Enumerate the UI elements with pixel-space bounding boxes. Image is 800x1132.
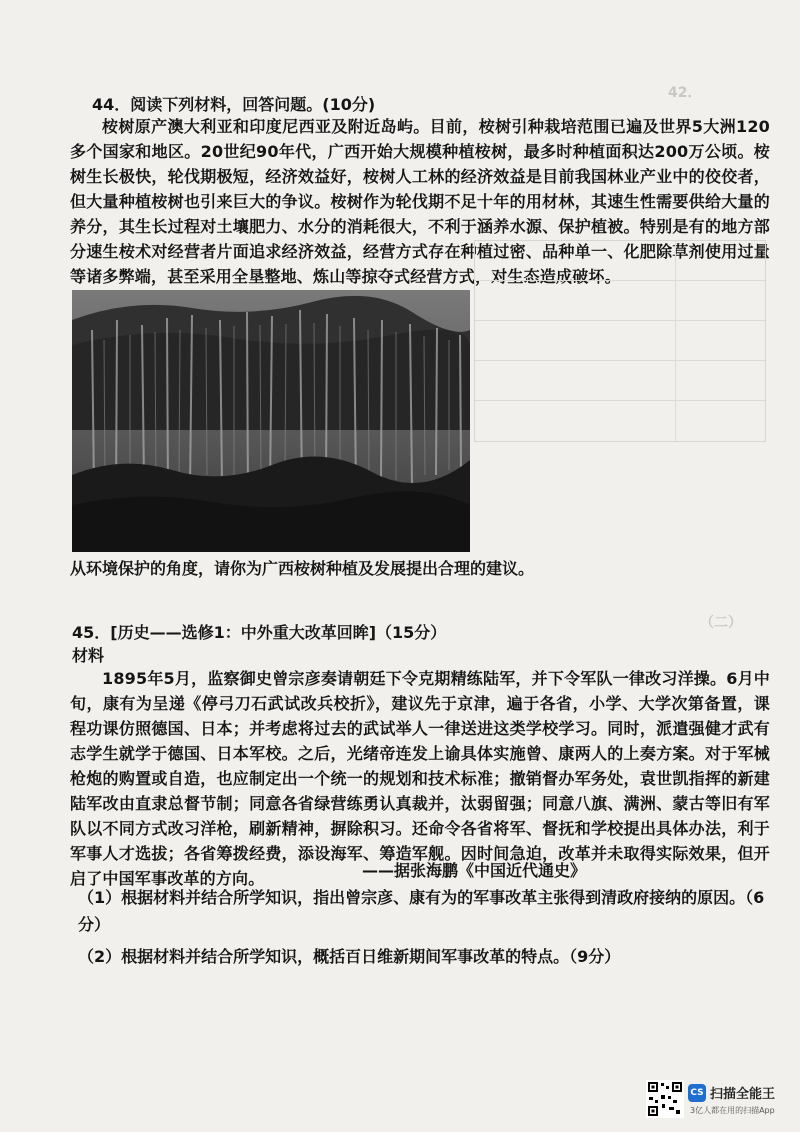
eucalyptus-forest-photo <box>72 290 470 552</box>
bleed-through-text: 42． <box>668 85 702 101</box>
q45-material: 1895年5月，监察御史曾宗彦奏请朝廷下令克期精练陆军，并下令军队一律改习洋操。6月中旬，康有为呈递《停弓刀石武试改兵校折》，建议先于京津，遍于各省，小学、大学次第备置，课程功课仿照德国、日本；并考虑将过去的武试举人一律送进这类学校学习。同时，派遣强健才武有志学生就学于德国、日本军校。之后，光绪帝连发上谕具体实施曾、康两人的上奏方案。对于军械枪炮的购置或自造，也应制定出一个统一的规划和技术标准；撤销督办军务处，袁世凯指挥的新建陆军改由直隶总督节制；同意各省绿营练勇认真裁并，汰弱留强；同意八旗、满洲、蒙古等旧有军队以不同方式改习洋枪，刷新精神，摒除积习。还命令各省将军、督抚和学校提出具体办法，利于军事人才选拔；各省筹拨经费，添设海军、筹造军舰。因时间急迫，改革并未取得实际效果，但开启了中国军事改革的方向。 <box>70 669 770 888</box>
q45-subquestion-1: （1）根据材料并结合所学知识，指出曾宗彦、康有为的军事改革主张得到清政府接纳的原因。（6分） <box>78 888 765 934</box>
qr-code-icon <box>646 1080 684 1118</box>
q45-title: 45．[历史——选修1：中外重大改革回眸]（15分） <box>72 623 447 642</box>
q44-question: 从环境保护的角度，请你为广西桉树种植及发展提出合理的建议。 <box>70 559 535 578</box>
watermark-subtitle: 3亿人都在用的扫描App <box>690 1106 775 1115</box>
q45-source: ——据张海鹏《中国近代通史》 <box>362 861 587 880</box>
watermark-title: 扫描全能王 <box>710 1087 776 1102</box>
q44-title: 44．阅读下列材料，回答问题。(10分) <box>92 95 376 114</box>
q45-subquestion-2: （2）根据材料并结合所学知识，概括百日维新期间军事改革的特点。（9分） <box>78 947 621 966</box>
bleed-through-text: （二） <box>700 615 742 631</box>
q44-material: 桉树原产澳大利亚和印度尼西亚及附近岛屿。目前，桉树引种栽培范围已遍及世界5大洲120多个国家和地区。20世纪90年代，广西开始大规模种植桉树，最多时种植面积达200万公顷。桉树生长极快，轮伐期极短，经济效益好，桉树人工林的经济效益是目前我国林业产业中的佼佼者，但大量种植桉树也引来巨大的争议。桉树作为轮伐期不足十年的用材林，其速生性需要供给大量的养分，其生长过程对土壤肥力、水分的消耗很大，不利于涵养水源、保护植被。特别是有的地方部分速生桉术对经营者片面追求经济效益，经营方式存在种植过密、品种单一、化肥除草剂使用过量等诸多弊端，甚至采用全垦整地、炼山等掠夺式经营方式，对生态造成破坏。 <box>70 117 770 286</box>
scanner-watermark <box>646 1080 796 1124</box>
camscanner-logo: CS <box>688 1084 706 1102</box>
bleed-through-table <box>474 240 766 442</box>
q45-material-label: 材料 <box>72 646 105 665</box>
